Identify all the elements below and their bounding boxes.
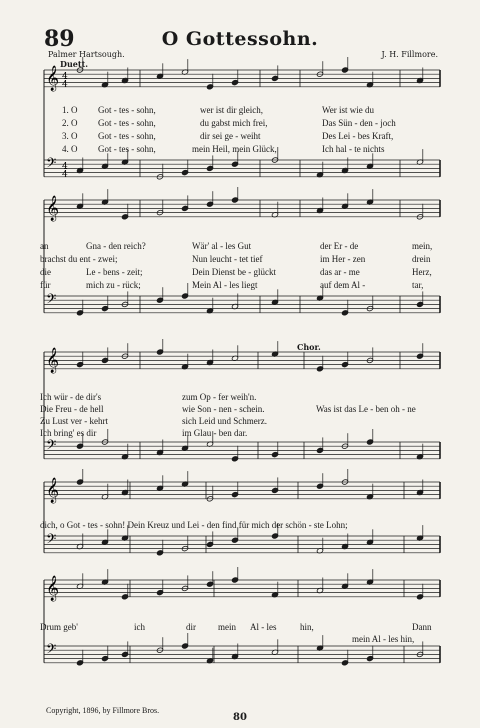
page-number: 80 <box>233 712 247 723</box>
lyric-syllable: Got - tes - sohn, <box>98 105 156 115</box>
lyric-syllable: zum Op - fer weih'n. <box>182 392 257 402</box>
lyric-syllable: Got - tes - sohn, <box>98 144 156 154</box>
verse-line <box>0 392 480 404</box>
refrain-line: mein Al - les hin, <box>352 634 415 644</box>
lyric-syllable: mein <box>218 622 236 632</box>
bass-clef: 𝄢 <box>46 531 57 550</box>
lyric-syllable: 2. O <box>62 118 78 128</box>
lyricist-credit: Palmer Hartsough. <box>48 50 125 59</box>
lyric-syllable: 3. O <box>62 131 78 141</box>
verse-line <box>0 428 480 440</box>
lyric-syllable: Das Sün - den - joch <box>322 118 396 128</box>
lyric-syllable: Nun leucht - tet tief <box>192 254 263 264</box>
lyric-syllable: Got - tes - sohn, <box>98 118 156 128</box>
time-signature: 4 <box>62 162 68 172</box>
verse-line <box>0 144 480 156</box>
treble-clef: 𝄞 <box>46 576 60 601</box>
lyric-syllable: Ich bring' es dir <box>40 428 97 438</box>
lyric-syllable: Drum geb' <box>40 622 78 632</box>
treble-clef: 𝄞 <box>46 66 60 91</box>
verse-line <box>0 105 480 117</box>
lyric-syllable: du gabst mich frei, <box>200 118 268 128</box>
lyric-syllable: das ar - me <box>320 267 360 277</box>
lyric-syllable: Gna - den reich? <box>86 241 146 251</box>
lyric-syllable: Wer ist wie du <box>322 105 375 115</box>
bass-clef: 𝄢 <box>46 291 57 310</box>
lyric-syllable: an <box>40 241 49 251</box>
treble-clef: 𝄞 <box>46 348 60 373</box>
treble-clef: 𝄞 <box>46 196 60 221</box>
lyric-syllable: Got - tes - sohn, <box>98 131 156 141</box>
lyric-syllable: Le - bens - zeit; <box>86 267 143 277</box>
refrain-line: Was ist das Le - ben oh - ne <box>316 404 416 414</box>
lyric-syllable: tar, <box>412 280 424 290</box>
time-signature: 4 <box>62 170 68 180</box>
lyric-syllable: Zu Lust ver - kehrt <box>40 416 108 426</box>
lyric-syllable: dir <box>186 622 196 632</box>
lyric-syllable: Herz, <box>412 267 432 277</box>
lyric-syllable: Ich wür - de dir's <box>40 392 102 402</box>
lyric-syllable: brachst du ent - zwei; <box>40 254 118 264</box>
lyric-syllable: Ich hal - te nichts <box>322 144 385 154</box>
lyric-syllable: Dein Dienst be - glückt <box>192 267 276 277</box>
bass-clef: 𝄢 <box>46 437 57 456</box>
lyric-syllable: sich Leid und Schmerz. <box>182 416 267 426</box>
verse-line <box>0 280 480 292</box>
lyric-syllable: Al - les <box>250 622 277 632</box>
lyric-syllable: auf dem Al - <box>320 280 366 290</box>
copyright-notice: Copyright, 1896, by Fillmore Bros. <box>46 706 160 715</box>
treble-clef: 𝄞 <box>46 478 60 503</box>
bass-clef: 𝄢 <box>46 155 57 174</box>
hymn-number: 89 <box>44 26 75 52</box>
verse-line <box>0 267 480 279</box>
lyric-syllable: im Glau - ben dar. <box>182 428 248 438</box>
verse-line <box>0 118 480 130</box>
lyric-syllable: Wär' al - les Gut <box>192 241 252 251</box>
lyric-syllable: ich <box>134 622 145 632</box>
verse-line <box>0 622 480 634</box>
lyric-syllable: drein <box>412 254 431 264</box>
lyric-syllable: Des Lei - bes Kraft, <box>322 131 394 141</box>
time-signature: 4 <box>62 80 68 90</box>
verse-line <box>0 131 480 143</box>
verse-line <box>0 241 480 253</box>
verse-line <box>0 416 480 428</box>
lyric-syllable: Dann <box>412 622 432 632</box>
hymn-title: O Gottessohn. <box>161 28 319 50</box>
lyric-syllable: die <box>40 267 51 277</box>
lyric-syllable: Mein Al - les liegt <box>192 280 258 290</box>
chorus-label: Chor. <box>297 342 321 352</box>
lyric-syllable: für <box>40 280 51 290</box>
bass-clef: 𝄢 <box>46 641 57 660</box>
refrain-line: dich, o Got - tes - sohn! Dein Kreuz und Lei - den find für mich der schön - ste Lohn; <box>40 520 348 530</box>
time-signature: 4 <box>62 72 68 82</box>
verse-line <box>0 254 480 266</box>
lyric-syllable: Die Freu - de hell <box>40 404 104 414</box>
lyric-syllable: mich zu - rück; <box>86 280 141 290</box>
lyric-syllable: 4. O <box>62 144 78 154</box>
lyric-syllable: der Er - de <box>320 241 359 251</box>
lyric-syllable: 1. O <box>62 105 78 115</box>
voicing-label: Duett. <box>60 59 89 69</box>
lyric-syllable: wie Son - nen - schein. <box>182 404 265 414</box>
composer-credit: J. H. Fillmore. <box>381 50 438 59</box>
lyric-syllable: hin, <box>300 622 314 632</box>
lyric-syllable: im Her - zen <box>320 254 366 264</box>
lyric-syllable: mein, <box>412 241 433 251</box>
lyric-syllable: dir sei ge - weiht <box>200 131 261 141</box>
lyric-syllable: mein Heil, mein Glück, <box>192 144 277 154</box>
lyric-syllable: wer ist dir gleich, <box>200 105 263 115</box>
